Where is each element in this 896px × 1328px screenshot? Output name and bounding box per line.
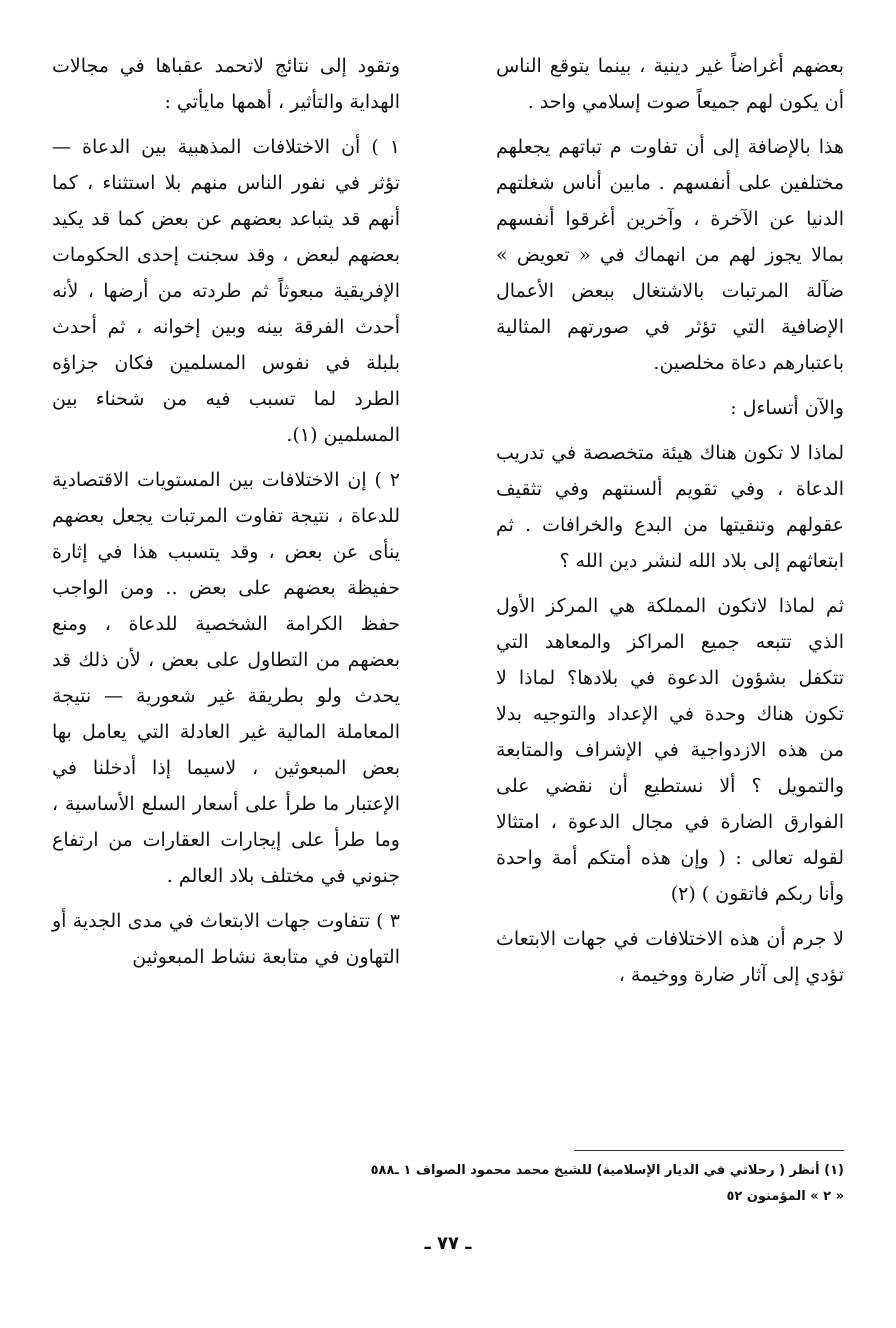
paragraph: لا جرم أن هذه الاختلافات في جهات الابتعاث تؤدي إلى آثار ضارة ووخيمة ، xyxy=(496,928,844,986)
paragraph: والآن أتساءل : xyxy=(730,397,844,419)
paragraph: ٢ ) إن الاختلافات بين المستويات الاقتصادية للدعاة ، نتيجة تفاوت المرتبات يجعل بعضهم ينأى عن بعض ، وقد يتسبب هذا في إثارة حفيظة بعضهم على بعض .. ومن الواجب حفظ الكرامة الشخصية للدعاة ، ومنع بعضهم من التطاول على بعض ، لأن ذلك قد يحدث ولو بطريقة غير شعورية — نتيجة المعاملة المالية غير العادلة التي يعامل بها بعض المبعوثين ، لاسيما إذا أدخلنا في الإعتبار ما طرأ على أسعار السلع الأساسية ، وما طرأ على إيجارات العقارات من ارتفاع جنوني في مختلف بلاد العالم . xyxy=(52,469,400,887)
paragraph: ٣ ) تتفاوت جهات الابتعاث في مدى الجدية أو التهاون في متابعة نشاط المبعوثين xyxy=(52,910,400,968)
text-columns xyxy=(52,48,844,1138)
paragraph: وتقود إلى نتائج لاتحمد عقباها في مجالات الهداية والتأثير ، أهمها مايأتي : xyxy=(52,55,400,113)
paragraph: ١ ) أن الاختلافات المذهبية بين الدعاة — تؤثر في نفور الناس منهم بلا استثناء ، كما أنهم قد يتباعد بعضهم عن بعض كما قد يكيد بعضهم لبعض ، وقد سجنت إحدى الحكومات الإفريقية مبعوثاً ثم طردته من أرضها ، لأنه أحدث الفرقة بينه وبين إخوانه ، ثم أحدث بلبلة في نفوس المسلمين فكان جزاؤه الطرد لما تسبب فيه من شحناء بين المسلمين (١). xyxy=(52,136,400,446)
footnotes xyxy=(200,1158,844,1210)
paragraph: لماذا لا تكون هناك هيئة متخصصة في تدريب الدعاة ، وفي تقويم ألسنتهم وفي تثقيف عقولهم وتنقيتها من البدع والخرافات . ثم ابتعاثهم إلى بلاد الله لنشر دين الله ؟ xyxy=(496,442,844,572)
left-column xyxy=(52,48,400,1138)
footnote: « ٢ » المؤمنون ٥٢ xyxy=(726,1189,844,1204)
page-number: ـ ٧٧ ـ xyxy=(424,1233,472,1254)
right-column xyxy=(496,48,844,1138)
footnote-divider xyxy=(574,1150,844,1151)
paragraph: هذا بالإضافة إلى أن تفاوت م تباتهم يجعلهم مختلفين على أنفسهم . مابين أناس شغلتهم الدنيا عن الآخرة ، وآخرين أغرقوا أنفسهم بمالا يجوز لهم من انهماك في « تعويض » ضآلة المرتبات بالاشتغال ببعض الأعمال الإضافية التي تؤثر في صورتهم المثالية باعتبارهم دعاة مخلصين. xyxy=(496,136,844,374)
paragraph: بعضهم أغراضاً غير دينية ، بينما يتوقع الناس أن يكون لهم جميعاً صوت إسلامي واحد . xyxy=(496,55,844,113)
footnote: (١) أنظر ( رحلاتي في الديار الإسلامية) للشيخ محمد محمود الصواف ١ ـ٥٨٨ xyxy=(370,1163,844,1178)
paragraph: ثم لماذا لاتكون المملكة هي المركز الأول الذي تتبعه جميع المراكز والمعاهد التي تتكفل بشؤون الدعوة في بلادها؟ لماذا لا تكون هناك وحدة في الإعداد والتوجيه بدلا من هذه الازدواجية في الإشراف والمتابعة والتمويل ؟ ألا نستطيع أن نقضي على الفوارق الضارة في مجال الدعوة ، امتثالا لقوله تعالى : ( وإن هذه أمتكم أمة واحدة وأنا ربكم فاتقون ) (٢) xyxy=(496,595,844,905)
